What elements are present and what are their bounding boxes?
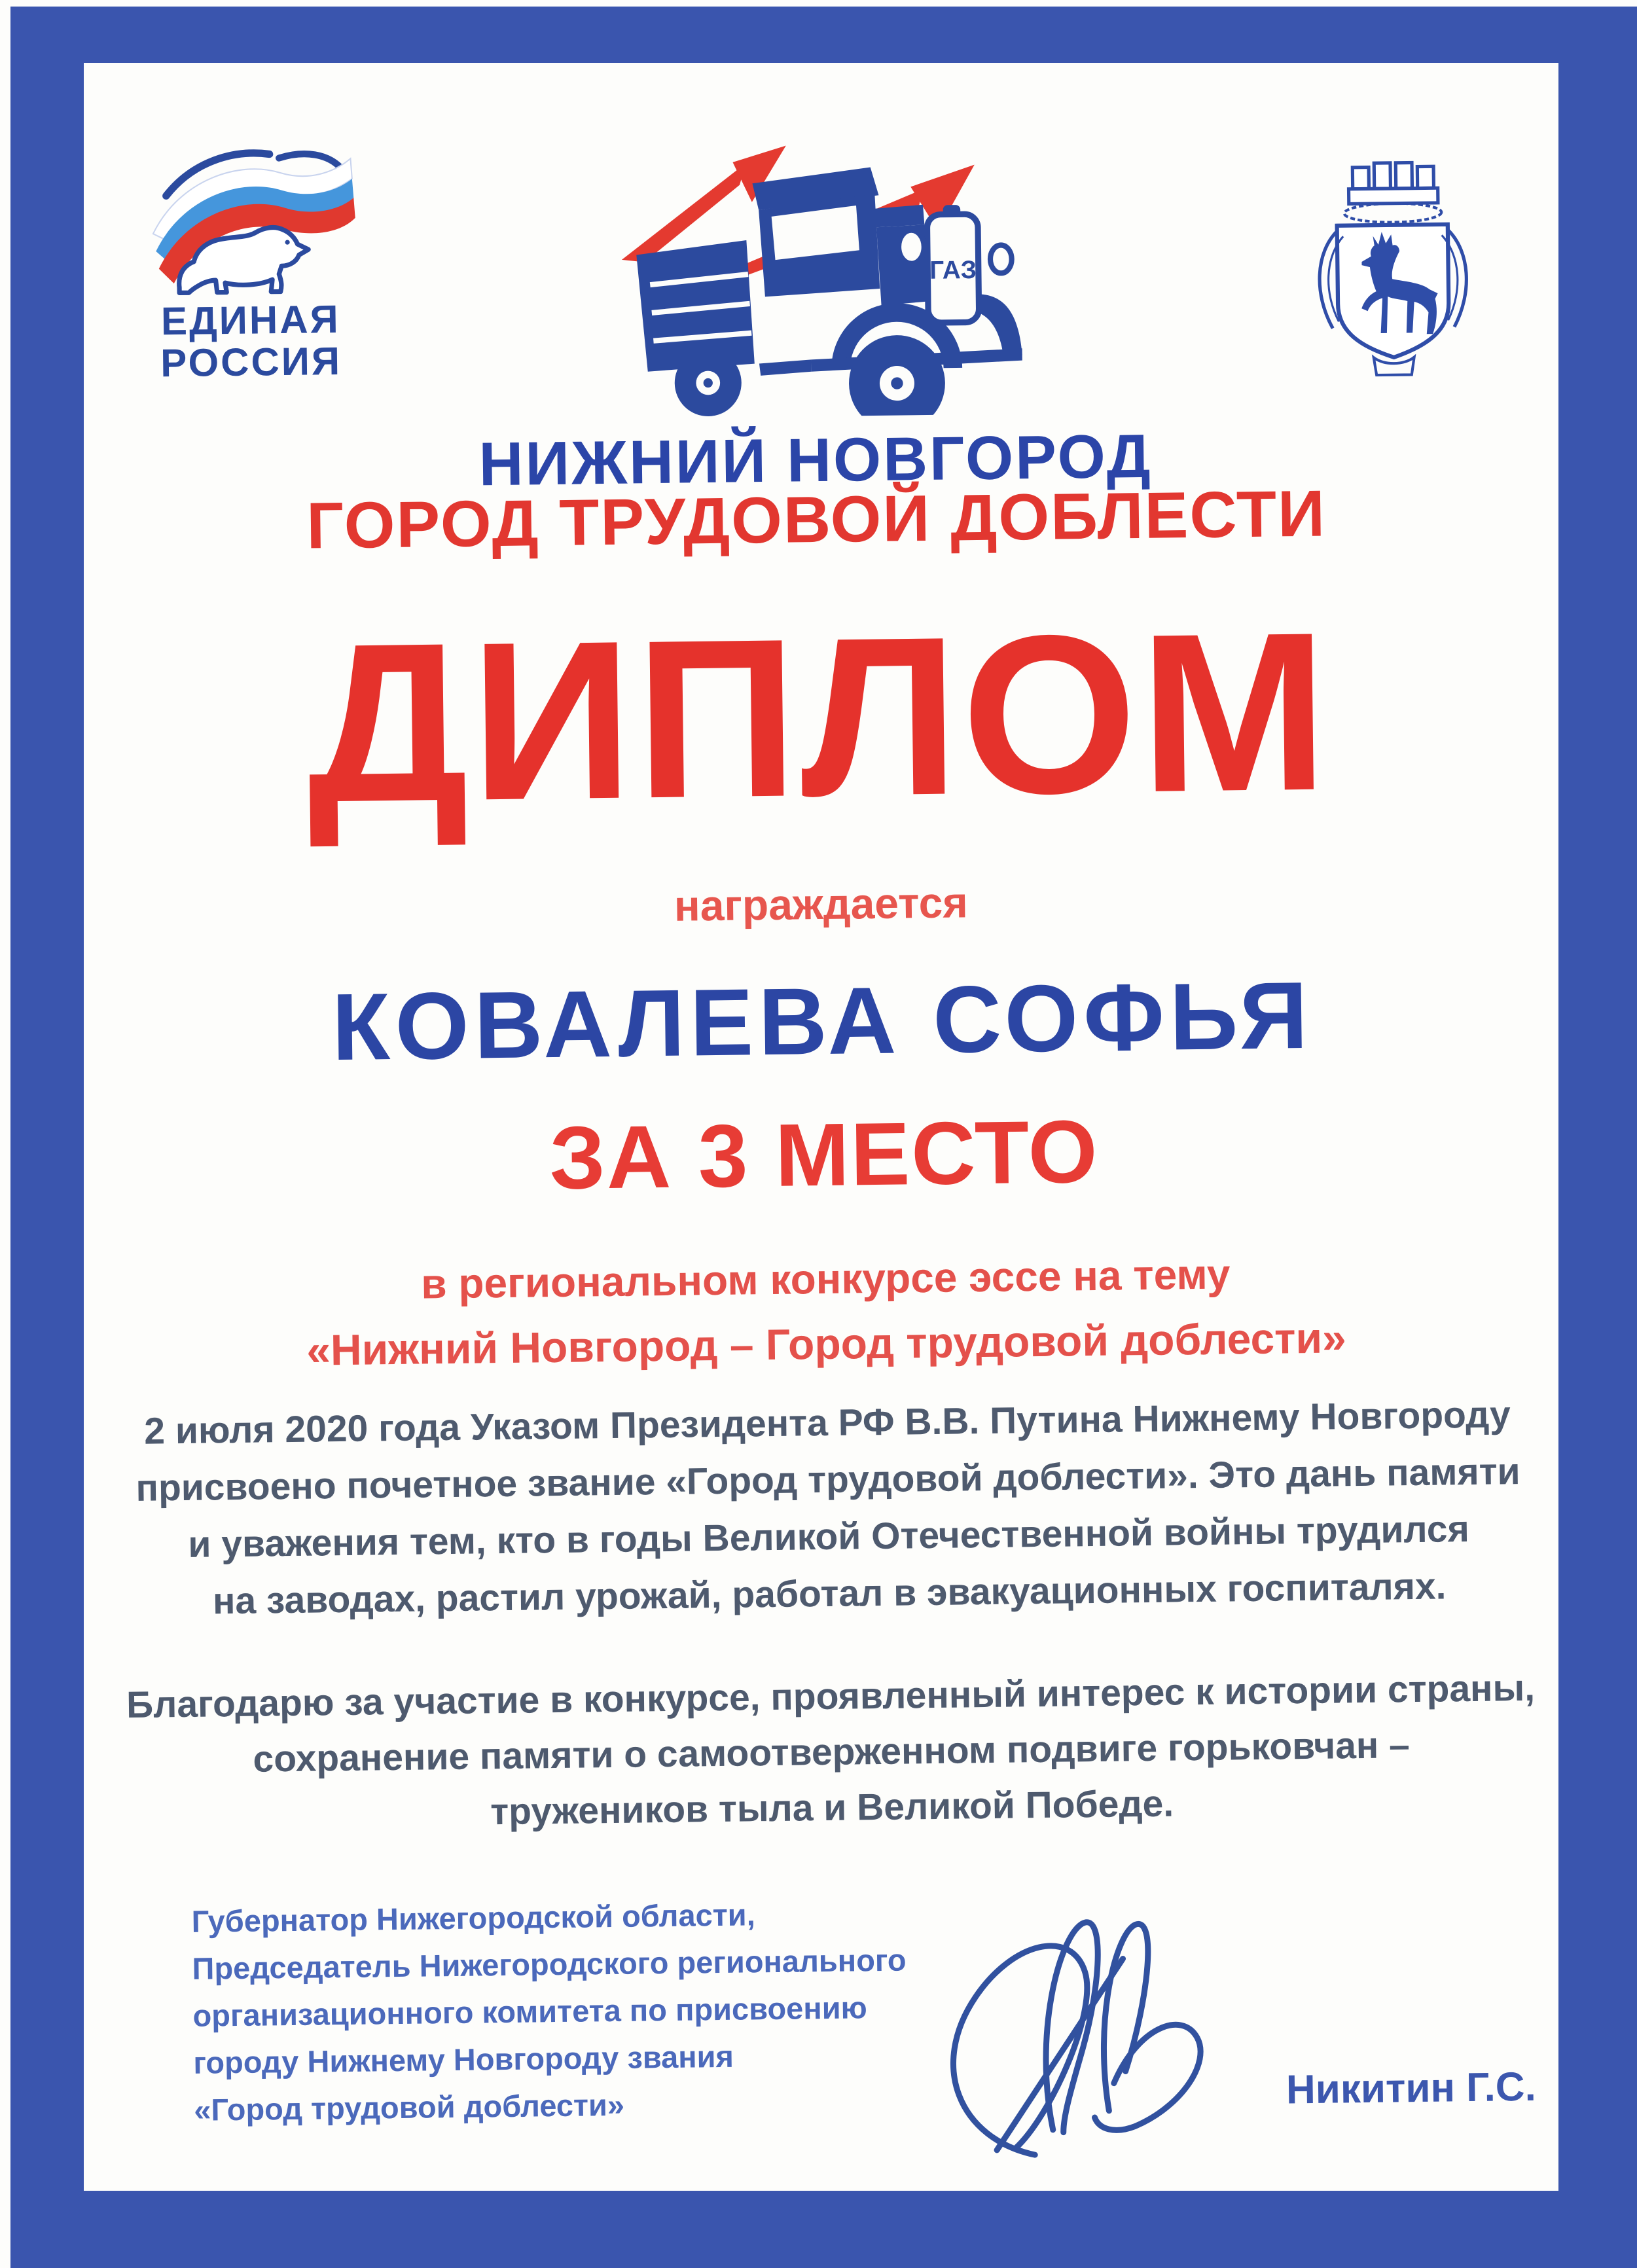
- headlight-right: [990, 245, 1012, 273]
- decree-line: на заводах, растил урожай, работал в эвакуационных госпиталях.: [212, 1565, 1447, 1623]
- official-title-line: Председатель Нижегородского регионального: [192, 1942, 907, 1986]
- handwritten-signature: [895, 1865, 1266, 2178]
- official-title-line: Губернатор Нижегородской области,: [191, 1897, 756, 1939]
- headlight-left: [899, 230, 924, 263]
- flag-and-bear-icon: [137, 129, 361, 300]
- er-logo-text-line1: ЕДИНАЯ: [160, 297, 341, 344]
- label-awarded-to: награждается: [674, 878, 969, 930]
- thanks-line: Благодарю за участие в конкурсе, проявленный интерес к истории страны,: [126, 1666, 1536, 1727]
- thanks-line: сохранение памяти о самоотверженном подвиге горьковчан –: [253, 1724, 1411, 1780]
- official-title-line: городу Нижнему Новгороду звания: [193, 2038, 734, 2080]
- truck-body: [636, 166, 1023, 419]
- title-diploma: ДИПЛОМ: [305, 585, 1332, 850]
- gaz-truck-icon: [605, 80, 1028, 419]
- signer-name: Никитин Г.С.: [1286, 2064, 1537, 2113]
- mural-crown: [1344, 162, 1442, 223]
- contest-line2: «Нижний Новгород – Город трудовой доблести»: [306, 1313, 1347, 1375]
- decree-line: присвоено почетное звание «Город трудовой доблести». Это дань памяти: [135, 1450, 1520, 1509]
- official-title-line: «Город трудовой доблести»: [193, 2087, 625, 2127]
- title-city: НИЖНИЙ НОВГОРОД: [478, 421, 1153, 499]
- recipient-name: КОВАЛЕВА СОФЬЯ: [331, 962, 1314, 1081]
- decree-line: и уважения тем, кто в годы Великой Отечественной войны трудился: [188, 1507, 1470, 1566]
- flag-swoosh-line2: [279, 154, 340, 168]
- title-honor: ГОРОД ТРУДОВОЙ ДОБЛЕСТИ: [306, 477, 1327, 563]
- decree-line: 2 июля 2020 года Указом Президента РФ В.В. Путина Нижнему Новгороду: [143, 1394, 1511, 1452]
- place-line: ЗА 3 МЕСТО: [549, 1101, 1100, 1208]
- thanks-line: тружеников тыла и Великой Победе.: [490, 1782, 1174, 1833]
- united-russia-logo: [137, 129, 363, 384]
- coat-of-arms-icon: [1302, 128, 1483, 387]
- truck-radiator-label: ГАЗ: [929, 255, 977, 285]
- er-logo-text-line2: РОССИЯ: [160, 338, 342, 386]
- contest-line1: в региональном конкурсе эссе на тему: [420, 1250, 1231, 1308]
- official-title-block: [191, 1890, 908, 2134]
- official-title-line: организационного комитета по присвоению: [192, 1990, 867, 2033]
- decree-paragraph: [90, 1386, 1567, 1631]
- thanks-paragraph: [93, 1660, 1570, 1845]
